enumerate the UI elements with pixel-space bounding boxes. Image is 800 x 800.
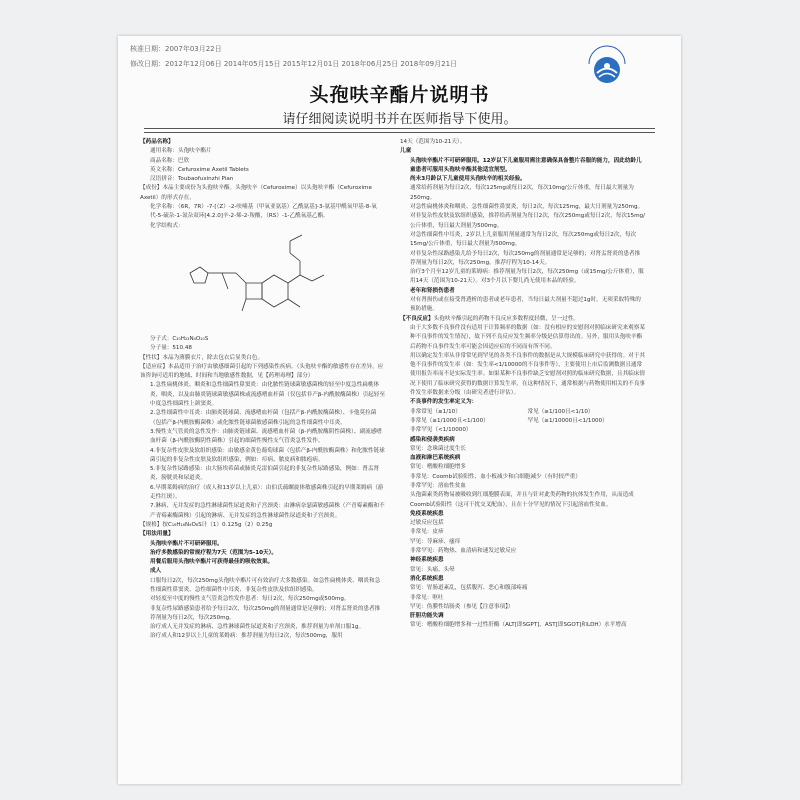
usage-4: 口服每日2次，每次250mg头孢呋辛酯片可有效治疗大多数感染。如急性扁桃体炎、咽炎和急性细菌性鼻窦炎、急性细菌性中耳炎、非复杂性皮肤及软组织感染。 [150,577,381,593]
header-divider-2 [144,132,655,133]
adverse-heading: 【不良反应】 [400,315,434,322]
gi-heading: 消化系统疾患 [410,575,444,582]
children-1: 头孢呋辛酯片不可研碎服用。12岁以下儿童服用需注意确保具备整片吞服的能力，因此幼龄儿童患者可服用头孢呋辛酯其他适宜剂型。 [410,157,642,173]
frequency-row [400,417,645,426]
usage-2: 治疗多数感染的常规疗程为7天（范围为5-10天）。 [150,549,277,556]
infection-1: 常见：念珠菌过度生长 [410,445,466,452]
specification: 【规格】按C₁₆H₁₆N₄O₈S计（1）0.125g（2）0.25g [140,521,273,528]
liver-heading: 肝胆功能失调 [410,613,444,620]
indication: 【适应症】本品适用于治疗由敏感细菌引起的下列感染性疾病。（头孢呋辛酯的敏感性存在差异，应该咨询可适用的地域、时间和当地敏感性数据，见【药理毒理】部分） [140,363,384,380]
immune-3: 罕见：荨麻疹、瘙痒 [410,538,461,545]
neuro-heading: 神经系统疾患 [410,557,444,564]
usage-7: 治疗成人无并发症的淋病、急性淋球菌性尿道炎和子宫颈炎，推荐剂量为单剂口服1g。 [150,624,365,631]
children-6: 对急性细菌性中耳炎，2岁以上儿童服用剂量通常为每日2次，每次250mg或每日2次，每次15mg/公斤体重，每日最大剂量为500mg。 [410,231,637,248]
immune-1: 过敏反应包括 [410,520,444,527]
freq-3a: 非常罕见（<1/10000） [410,427,472,434]
freq-1b: 常见（≥1/100且<1/10） [527,408,594,415]
frequency-row [400,408,645,417]
indication-2: 2.急性细菌性中耳炎：由肺炎链球菌、流感嗜血杆菌（包括产β-内酰胺酶菌株）、卡他莫拉菌（包括产β-内酰胺酶菌株）或化脓性链球菌敏感菌株引起的急性细菌性中耳炎。 [150,410,377,426]
children-8: 治疗3个月至12岁儿童的莱姆病：推荐剂量为每日2次，每次250mg（或15mg/公斤体重），服用14天（范围为10-21天）。对3个月以下婴儿尚无使用本品的经验。 [410,269,644,285]
usage-6: 非复杂性尿路感染患者给予每日2次，每次250mg的剂量通常是足够的；对肾盂肾炎的患者推荐剂量为每日2次，每次250mg。 [150,605,381,621]
usage-1: 头孢呋辛酯片不可研碎服用。 [150,540,223,547]
structure-label: 化学结构式： [150,222,184,229]
right-column [400,138,645,631]
blood-3: 非常罕见：溶血性贫血 [410,482,466,489]
gi-3: 罕见：伪膜性结肠炎（参见【注意事项】） [410,603,514,610]
children-2: 尚未3月龄以下儿童使用头孢呋辛的相关经验。 [410,176,526,183]
leaflet-paper [118,36,681,784]
adverse-3: 用以确定发生率从非常常见到罕见的各类不良事件的数据是从大规模临床研究中获得的。对于其他不良事件的发生率（如：发生率<1/10000的不良事件等），主要使用上市后监测数据且通常使用报告率而不是实际发生率。如果某种不良事件缺乏安慰剂对照的临床研究数据，且其临床情况下使用了临床研究获得的数据计算发生率，在这种情况下，通常根据与药物使用相关的不良事件发生率数据来分级（由研究者进行评估）。 [410,352,645,397]
freq-2a: 非常见（≥1/1000且<1/100） [410,417,489,424]
children-4: 对急性扁桃体炎和咽炎、急性细菌性鼻窦炎，每日2次，每次125mg，最大日剂量为250mg。 [410,204,644,211]
indication-7: 7.淋病、无并发症的急性淋球菌性尿道炎和子宫颈炎：由淋病奈瑟菌敏感菌株（产青霉素酶和不产青霉素酶菌株）引起的淋病、无并发症的急性淋球菌性尿道炎和子宫颈炎。 [150,503,385,519]
freq-1a: 非常常见（≥1/10） [410,408,461,415]
usage-adult: 成人 [150,568,162,575]
frequency-row [400,426,645,435]
gi-1: 常见：胃肠道紊乱，包括腹泻、恶心和腹部疼痛 [410,585,528,592]
indication-4: 4.非复杂性皮肤及软组织感染：由敏感金黄色葡萄球菌（包括产β-内酰胺酶菌株）和化脓性链球菌引起的非复杂性皮肤及软组织感染，例如：疖病、脓皮病和脓疱病。 [150,447,385,463]
character: 【性状】本品为薄膜衣片，除去包衣后显类白色。 [140,354,264,361]
drug-name-heading: 【药品名称】 [140,139,174,145]
gi-2: 非常见：呕吐 [410,594,444,601]
trade-name: 商品名称：巴欣 [150,157,190,164]
revision-dates: 修改日期：2012年12月06日 2014年05月15日 2015年12月01日 2018年06月25日 2018年09月21日 [130,60,458,68]
elderly-heading: 老年和肾损伤患者 [410,287,455,294]
blood-4: 头孢菌素类药物易被吸收到红细胞膜表面，并且与针对此类药物的抗体发生作用，从而造成Coomb试验阳性（这可干扰交叉配血），且在十分罕见的情况下引起溶血性贫血。 [410,492,634,508]
english-name: 英文名称：Cefuroxime Axetil Tablets [150,166,249,173]
adverse-reactions [400,315,645,324]
page-subtitle: 请仔细阅读说明书并在医师指导下使用。 [282,112,517,127]
usage-8: 治疗成人和12岁以上儿童的莱姆病：推荐剂量为每日2次，每次500mg，服用 [150,633,343,640]
adverse-2: 由于大多数不良事件没有适用于计算频率的数据（如：没有相应的安慰剂对照临床研究来观察某种不良事件的发生情况），故下列不良反应发生频率分级是估算得出的。另外，服用头孢呋辛酯后药物不良事件发生率可能会因适应症的不同而有所不同。 [410,324,645,350]
children-7: 对非复杂性尿路感染儿给予每日2次，每次250mg的剂量通常是足够的；对肾盂肾炎的患者推荐剂量为每日2次，每次250mg。推荐疗程为10-14天。 [410,250,641,266]
page-title: 头孢呋辛酯片说明书 [309,84,490,106]
usage-3: 用餐后服用头孢呋辛酯片可获得最佳的吸收效果。 [150,559,274,566]
neuro-1: 常见：头痛、头晕 [410,566,455,573]
adverse-1: 头孢呋辛酯引起的药物不良反应多数程度轻微，呈一过性。 [433,315,580,322]
immune-4: 非常罕见：药物热、血清病和速发过敏反应 [410,548,517,555]
indication-5: 5.非复杂性尿路感染：由大肠埃希菌或肺炎克雷伯菌引起的非复杂性尿路感染，例如：肾盂肾炎、膀胱炎和尿道炎。 [150,466,380,482]
usage-heading: 【用法用量】 [140,531,174,538]
blood-heading: 血液和淋巴系统疾病 [410,455,461,462]
blood-2: 非常见：Coomb试验阳性、血小板减少和白细胞减少（有时较严重） [410,473,581,480]
chemical-structure [140,233,385,331]
usage-continued: 14天（范围为10-21天）。 [400,139,466,145]
usage-5: 对轻度至中度的慢性支气管炎急性发作患者：每日2次，每次250mg或500mg。 [150,596,350,603]
freq-2b: 罕见（≥1/10000且<1/1000） [527,417,608,424]
pinyin-name: 汉语拼音：Toubaofuxinzhi Pian [150,176,234,183]
molecular-weight: 分子量：510.48 [150,345,192,352]
children-heading: 儿童 [400,148,412,155]
children-3: 通常给药剂量为每日2次，每次125mg或每日2次，每次10mg/公斤体重，每日最大剂量为250mg。 [410,185,634,201]
approval-date: 核准日期：2007年03月22日 [130,45,222,53]
immune-2: 非常见：皮疹 [410,529,444,536]
infection-heading: 感染和侵袭类疾病 [410,436,455,443]
elderly-1: 对有肾损伤或在接受肾透析的患者或老年患者，当每日最大剂量不超过1g时，无须采取特殊的预防措施。 [410,297,641,313]
children-5: 对非复杂性皮肤及软组织感染，推荐给药剂量为每日2次，每次250mg或每日2次，每次15mg/公斤体重，每日最大剂量为500mg。 [410,213,645,229]
generic-name: 通用名称：头孢呋辛酯片 [150,148,212,155]
immune-heading: 免疫系统疾患 [410,510,444,517]
chemical-name: 化学名称：（6R，7R）-7-[（Z）-2-呋喃基（甲氧亚氨基）乙酰氨基]-3-氨基甲酰氧甲基-8-氧代-5-硫杂-1-氮杂双环[4.2.0]辛-2-烯-2-羧酸，（RS）-1-乙酰氧基乙酯。 [150,204,377,220]
dates-block [130,42,457,72]
header-divider [144,128,655,129]
indication-1: 1.急性扁桃体炎、咽炎和急性细菌性鼻窦炎：由化脓性链球菌敏感菌株的轻至中度急性扁桃体炎、咽炎，以及由肺炎链球菌敏感菌株或流感嗜血杆菌（仅包括非产β-内酰胺酶菌株）引起轻至中度急性细菌性上颌窦炎。 [150,382,385,408]
liver-1: 常见：嗜酸粒细胞增多和一过性肝酶（ALT[即SGPT]、AST[即SGOT]和LDH）水平增高 [410,622,627,629]
blood-1: 常见：嗜酸粒细胞增多 [410,464,466,471]
frequency-heading: 不良事件的发生率定义为： [410,399,478,406]
indication-3: 3.慢性支气管炎的急性发作：由肺炎链球菌、流感嗜血杆菌（β-内酰胺酶阴性菌株）、副流感嗜血杆菌（β-内酰胺酶阴性菌株）引起的细菌性慢性支气管炎急性发作。 [150,428,382,445]
indication-6: 6.早期莱姆病的治疗（成人和13岁以上儿童）：由伯氏疏螺旋体敏感菌株引起的早期莱姆病（游走性红斑）。 [150,484,384,501]
molecular-formula: 分子式：C₂₀H₂₂N₄O₁₀S [150,335,209,342]
left-column [140,138,385,642]
ingredients: 【成份】本品主要成份为头孢呋辛酯。头孢呋辛（Cefuroxime）以头孢呋辛酯（Cefuroxime Axetil）的形式存在。 [140,185,372,201]
